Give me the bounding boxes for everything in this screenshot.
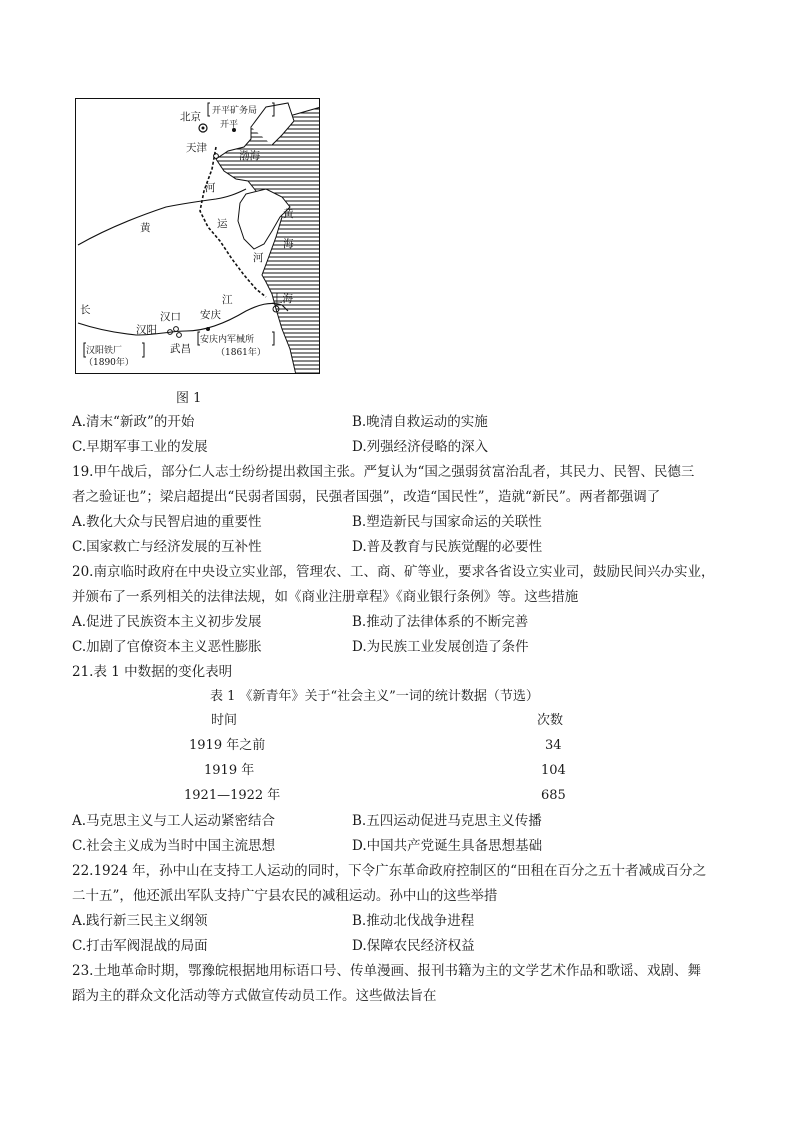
table-row-count: 104 [541, 763, 566, 778]
q18-option-b[interactable]: B.晚清自救运动的实施 [352, 414, 488, 430]
q20-option-c[interactable]: C.加剧了官僚资本主义恶性膨胀 [72, 639, 262, 655]
figure-caption: 图 1 [176, 391, 202, 406]
label-hanyang-iron-year: （1890年） [84, 358, 134, 368]
q20-option-a[interactable]: A.促进了民族资本主义初步发展 [72, 614, 262, 630]
table-row-time: 1919 年 [204, 763, 255, 778]
q23-stem-line2: 蹈为主的群众文化活动等方式做宣传动员工作。这些做法旨在 [72, 988, 437, 1004]
q22-option-a[interactable]: A.践行新三民主义纲领 [72, 913, 208, 929]
table-header-time: 时间 [211, 713, 238, 728]
q19-option-b[interactable]: B.塑造新民与国家命运的关联性 [352, 514, 542, 530]
tianjin-marker [214, 154, 219, 159]
label-anqing-arsenal: 安庆内军械所 [200, 335, 255, 345]
label-hankou: 汉口 [160, 311, 181, 323]
label-anqing: 安庆 [200, 309, 221, 321]
table-row-count: 685 [541, 788, 566, 803]
table-1-title: 表 1 《新青年》关于“社会主义”一词的统计数据（节选） [210, 689, 539, 704]
q22-stem-line2: 二十五”，他还派出军队支持广宁县农民的减租运动。孙中山的这些举措 [72, 888, 498, 904]
q19-option-c[interactable]: C.国家救亡与经济发展的互补性 [72, 539, 262, 555]
wuchang-marker [177, 333, 182, 338]
q22-option-b[interactable]: B.推动北伐战争进程 [352, 913, 475, 929]
map-svg [76, 99, 320, 374]
q23-stem-line1: 23.土地革命时期，鄂豫皖根据地用标语口号、传单漫画、报刊书籍为主的文学艺术作品和歌谣、戏剧、舞 [72, 963, 701, 979]
label-kaiping-bureau: 开平矿务局 [212, 106, 258, 116]
q22-option-d[interactable]: D.保障农民经济权益 [352, 938, 475, 954]
label-shanghai: 上海 [272, 293, 293, 305]
label-he2: 河 [253, 252, 264, 264]
yangtze-river [78, 303, 288, 335]
hankou-marker [174, 327, 179, 332]
q22-option-c[interactable]: C.打击军阀混战的局面 [72, 938, 208, 954]
q20-option-b[interactable]: B.推动了法律体系的不断完善 [352, 614, 529, 630]
q21-stem: 21.表 1 中数据的变化表明 [72, 664, 233, 680]
label-tianjin: 天津 [186, 142, 207, 154]
q19-stem-line2: 者之验证也”；梁启超提出“民弱者国弱，民强者国强”，改造“国民性”，造就“新民”。两者都强调了 [72, 489, 661, 505]
table-header-count: 次数 [537, 713, 564, 728]
q22-stem-line1: 22.1924 年，孙中山在支持工人运动的同时，下令广东革命政府控制区的“田租在百分之五十者减成百分之 [72, 863, 707, 879]
label-hai: 海 [283, 238, 294, 250]
label-chang: 长 [80, 304, 91, 316]
label-hanyang-iron: 汉阳铁厂 [86, 346, 123, 356]
q21-option-b[interactable]: B.五四运动促进马克思主义传播 [352, 813, 542, 829]
label-bohai: 渤海 [239, 150, 260, 162]
label-kaiping: 开平 [220, 120, 239, 130]
label-huang-sea: 黄 [283, 208, 294, 220]
label-wuchang: 武昌 [170, 343, 191, 355]
yellow-river [78, 189, 246, 245]
label-beijing: 北京 [180, 111, 201, 123]
q21-option-a[interactable]: A.马克思主义与工人运动紧密结合 [72, 813, 276, 829]
q18-option-a[interactable]: A.清末“新政”的开始 [72, 414, 195, 430]
anqing-marker [206, 327, 210, 331]
q21-option-c[interactable]: C.社会主义成为当时中国主流思想 [72, 838, 276, 854]
table-row-count: 34 [545, 738, 562, 753]
q21-option-d[interactable]: D.中国共产党诞生具备思想基础 [352, 838, 543, 854]
q18-option-c[interactable]: C.早期军事工业的发展 [72, 439, 208, 455]
label-he: 河 [205, 182, 216, 194]
q20-stem-line2: 并颁布了一系列相关的法律法规，如《商业注册章程》《商业银行条例》等。这些措施 [72, 589, 579, 605]
table-row-time: 1919 年之前 [189, 738, 266, 753]
q19-option-d[interactable]: D.普及教育与民族觉醒的必要性 [352, 539, 543, 555]
label-jiang: 江 [222, 294, 233, 306]
label-huang-river: 黄 [140, 222, 151, 234]
q20-stem-line1: 20.南京临时政府在中央设立实业部，管理农、工、商、矿等业，要求各省设立实业司，鼓励民间兴办实业， [72, 564, 715, 580]
figure-1-map [75, 98, 320, 374]
label-hanyang: 汉阳 [136, 324, 157, 336]
table-row-time: 1921—1922 年 [184, 788, 281, 803]
label-anqing-arsenal-year: （1861年） [216, 348, 266, 358]
q20-option-d[interactable]: D.为民族工业发展创造了条件 [352, 639, 529, 655]
q18-option-d[interactable]: D.列强经济侵略的深入 [352, 439, 489, 455]
sea-area [216, 107, 320, 374]
label-yun: 运 [217, 218, 228, 230]
q19-stem-line1: 19.甲午战后，部分仁人志士纷纷提出救国主张。严复认为“国之强弱贫富治乱者，其民力、民智、民德三 [72, 464, 695, 480]
q19-option-a[interactable]: A.教化大众与民智启迪的重要性 [72, 514, 262, 530]
